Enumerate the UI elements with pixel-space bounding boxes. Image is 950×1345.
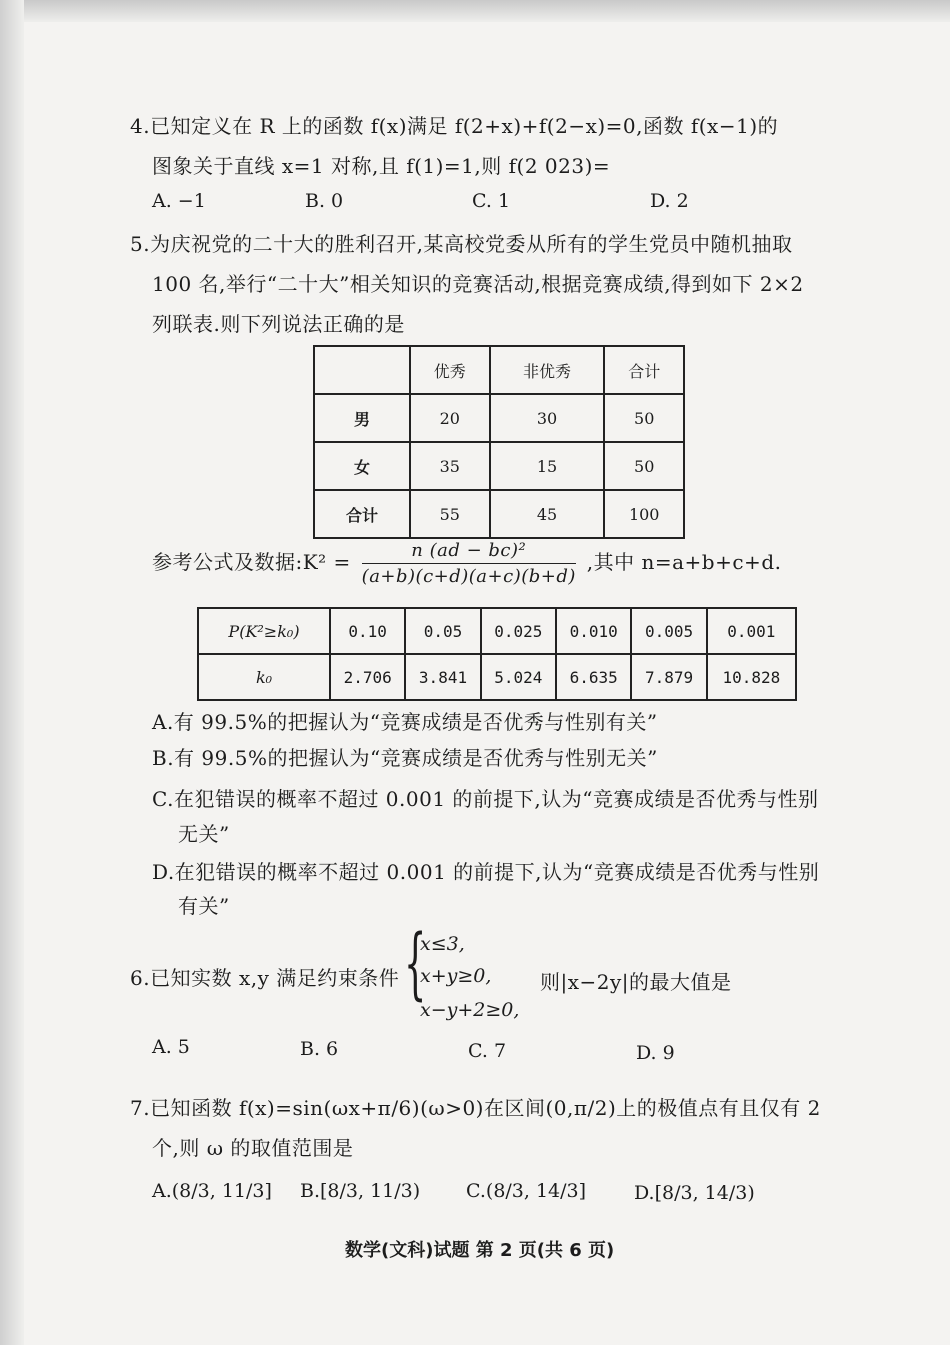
constraint-3: x−y+2≥0, bbox=[420, 999, 520, 1021]
table-cell: 男 bbox=[314, 394, 410, 442]
q5-line1: 5.为庆祝党的二十大的胜利召开,某高校党委从所有的学生党员中随机抽取 bbox=[130, 232, 793, 256]
q7-line1: 7.已知函数 f(x)=sin(ωx+π/6)(ω>0)在区间(0,π/2)上的极值点有且仅有 2 bbox=[130, 1096, 821, 1120]
table-header-cell: 合计 bbox=[604, 346, 684, 394]
q5-line2: 100 名,举行“二十大”相关知识的竞赛活动,根据竞赛成绩,得到如下 2×2 bbox=[152, 272, 804, 296]
page-footer: 数学(文科)试题 第 2 页(共 6 页) bbox=[345, 1240, 615, 1261]
q5-option-c-line2: 无关” bbox=[178, 822, 230, 846]
table-cell: 5.024 bbox=[481, 654, 556, 700]
table-row bbox=[314, 490, 684, 538]
q6-option-d: D. 9 bbox=[636, 1042, 675, 1064]
q6-lead: 6.已知实数 x,y 满足约束条件 bbox=[130, 966, 400, 990]
q5-option-b: B.有 99.5%的把握认为“竞赛成绩是否优秀与性别无关” bbox=[152, 746, 658, 770]
q4-option-b: B. 0 bbox=[305, 190, 344, 212]
q5-option-d-line2: 有关” bbox=[178, 894, 230, 918]
q4-option-c: C. 1 bbox=[472, 190, 511, 212]
table-cell: 35 bbox=[410, 442, 490, 490]
scan-edge-left bbox=[0, 0, 24, 1345]
q5-line3: 列联表.则下列说法正确的是 bbox=[152, 312, 405, 336]
table-cell: 女 bbox=[314, 442, 410, 490]
scan-edge-top bbox=[20, 0, 950, 22]
formula-prefix: 参考公式及数据:K² = bbox=[152, 550, 351, 574]
formula-denominator: (a+b)(c+d)(a+c)(b+d) bbox=[361, 566, 576, 587]
table-cell: 50 bbox=[604, 394, 684, 442]
table-row bbox=[198, 654, 796, 700]
table-cell: 7.879 bbox=[631, 654, 706, 700]
q4-line2: 图象关于直线 x=1 对称,且 f(1)=1,则 f(2 023)= bbox=[152, 154, 611, 178]
q5-option-c-line1: C.在犯错误的概率不超过 0.001 的前提下,认为“竞赛成绩是否优秀与性别 bbox=[152, 787, 819, 811]
q5-option-a: A.有 99.5%的把握认为“竞赛成绩是否优秀与性别有关” bbox=[152, 710, 658, 734]
table-cell: 2.706 bbox=[330, 654, 405, 700]
q7-option-b: B.[8/3, 11/3) bbox=[300, 1180, 421, 1202]
table-cell: 0.005 bbox=[631, 608, 706, 654]
reference-table bbox=[197, 607, 797, 701]
constraint-2: x+y≥0, bbox=[420, 965, 492, 987]
formula bbox=[152, 540, 781, 587]
table-cell: 6.635 bbox=[556, 654, 631, 700]
table-row bbox=[314, 442, 684, 490]
table-header-row bbox=[314, 346, 684, 394]
formula-fraction bbox=[362, 540, 576, 587]
q7-line2: 个,则 ω 的取值范围是 bbox=[152, 1136, 354, 1160]
table-header-cell: 非优秀 bbox=[490, 346, 605, 394]
table-cell: k₀ bbox=[198, 654, 330, 700]
table-cell: 50 bbox=[604, 442, 684, 490]
table-cell: 0.10 bbox=[330, 608, 405, 654]
table-row bbox=[314, 394, 684, 442]
table-row bbox=[198, 608, 796, 654]
constraint-1: x≤3, bbox=[420, 933, 465, 955]
table-header-cell bbox=[314, 346, 410, 394]
table-cell: 0.05 bbox=[405, 608, 480, 654]
table-cell: 55 bbox=[410, 490, 490, 538]
table-cell: 30 bbox=[490, 394, 605, 442]
q5-option-d-line1: D.在犯错误的概率不超过 0.001 的前提下,认为“竞赛成绩是否优秀与性别 bbox=[152, 860, 820, 884]
table-cell: 20 bbox=[410, 394, 490, 442]
q4-option-a: A. −1 bbox=[152, 190, 206, 212]
formula-suffix: ,其中 n=a+b+c+d. bbox=[586, 550, 782, 574]
table-cell: 0.001 bbox=[707, 608, 796, 654]
q6-option-b: B. 6 bbox=[300, 1038, 339, 1060]
table-cell: 10.828 bbox=[707, 654, 796, 700]
table-cell: 0.010 bbox=[556, 608, 631, 654]
table-cell: 合计 bbox=[314, 490, 410, 538]
table-cell: 0.025 bbox=[481, 608, 556, 654]
q7-option-a: A.(8/3, 11/3] bbox=[152, 1180, 272, 1202]
table-cell: 100 bbox=[604, 490, 684, 538]
constraint-brace: { bbox=[404, 919, 427, 1009]
q6-option-a: A. 5 bbox=[152, 1036, 190, 1058]
table-header-cell: 优秀 bbox=[410, 346, 490, 394]
table-cell: 15 bbox=[490, 442, 605, 490]
table-cell: P(K²≥k₀) bbox=[198, 608, 330, 654]
q7-option-d: D.[8/3, 14/3) bbox=[634, 1182, 755, 1204]
q4-line1: 4.已知定义在 R 上的函数 f(x)满足 f(2+x)+f(2−x)=0,函数 f(x−1)的 bbox=[130, 114, 779, 138]
formula-numerator: n (ad − bc)² bbox=[362, 540, 576, 564]
table-cell: 45 bbox=[490, 490, 605, 538]
table-cell: 3.841 bbox=[405, 654, 480, 700]
q4-option-d: D. 2 bbox=[650, 190, 689, 212]
q7-option-c: C.(8/3, 14/3] bbox=[466, 1180, 587, 1202]
q6-tail: 则|x−2y|的最大值是 bbox=[540, 970, 732, 994]
q6-option-c: C. 7 bbox=[468, 1040, 507, 1062]
contingency-table bbox=[313, 345, 685, 539]
